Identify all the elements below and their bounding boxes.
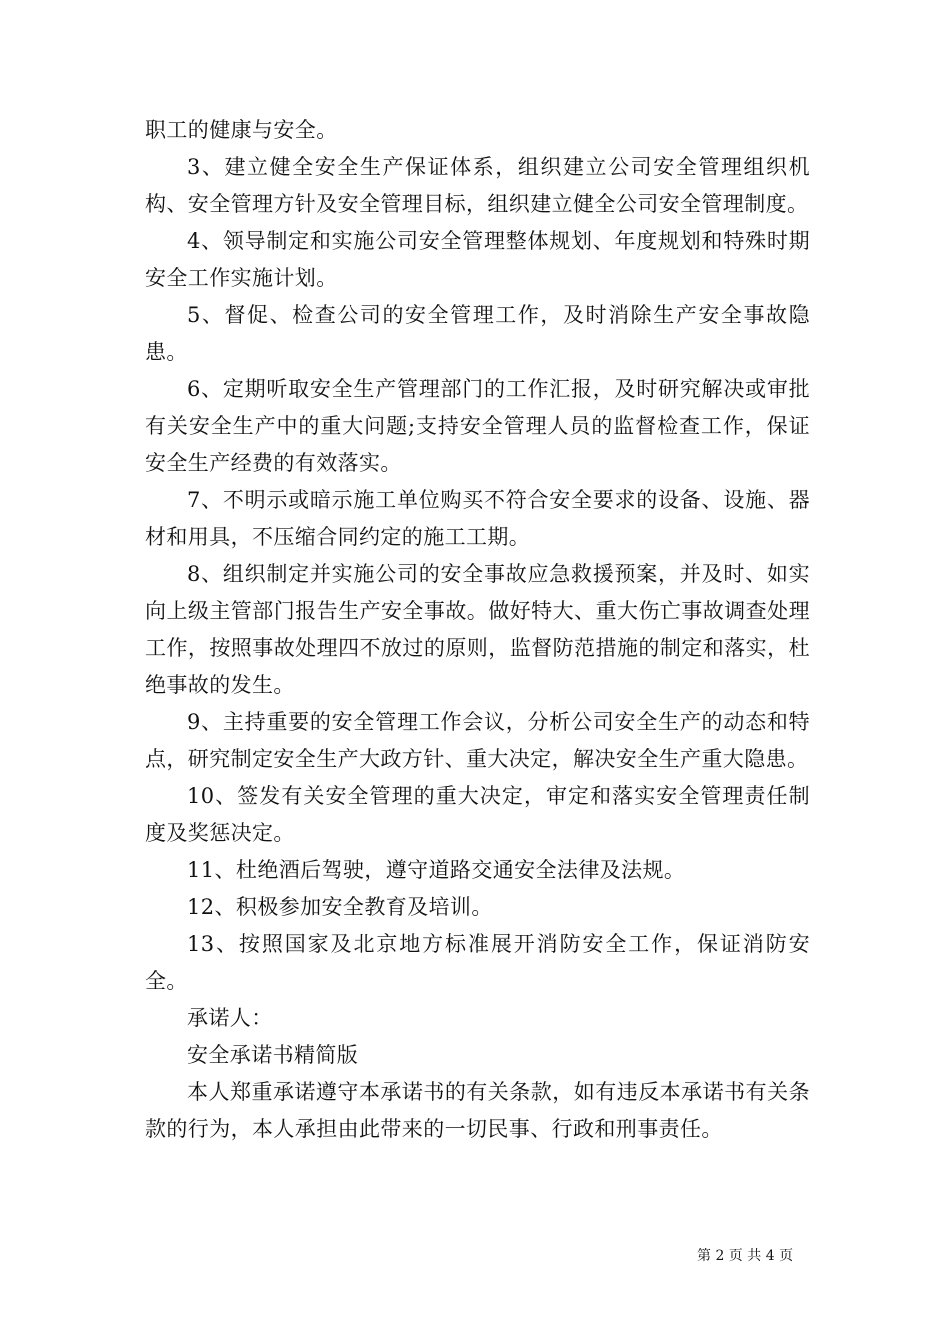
paragraph-10: 11、杜绝酒后驾驶，遵守道路交通安全法律及法规。	[187, 858, 686, 882]
paragraph-2: 3、建立健全安全生产保证体系，组织建立公司安全管理组织机构、安全管理方针及安全管理目标，组织建立健全公司安全管理制度。	[145, 155, 810, 216]
paragraph-12: 13、按照国家及北京地方标准展开消防安全工作，保证消防安全。	[145, 932, 810, 993]
paragraph-7: 8、组织制定并实施公司的安全事故应急救援预案，并及时、如实向上级主管部门报告生产安全事故。做好特大、重大伤亡事故调查处理工作，按照事故处理四不放过的原则，监督防范措施的制定和落实，杜绝事故的发生。	[145, 562, 810, 697]
paragraph-9: 10、签发有关安全管理的重大决定，审定和落实安全管理责任制度及奖惩决定。	[145, 784, 810, 845]
paragraph-5: 6、定期听取安全生产管理部门的工作汇报，及时研究解决或审批有关安全生产中的重大问题;支持安全管理人员的监督检查工作，保证安全生产经费的有效落实。	[145, 377, 810, 475]
paragraph-8: 9、主持重要的安全管理工作会议，分析公司安全生产的动态和特点，研究制定安全生产大政方针、重大决定，解决安全生产重大隐患。	[145, 710, 810, 771]
paragraph-15: 本人郑重承诺遵守本承诺书的有关条款，如有违反本承诺书有关条款的行为，本人承担由此带来的一切民事、行政和刑事责任。	[145, 1080, 810, 1141]
paragraph-4: 5、督促、检查公司的安全管理工作，及时消除生产安全事故隐患。	[145, 303, 810, 364]
document-body	[145, 112, 810, 1148]
section-heading: 安全承诺书精简版	[187, 1043, 359, 1067]
paragraph-3: 4、领导制定和实施公司安全管理整体规划、年度规划和特殊时期安全工作实施计划。	[145, 229, 810, 290]
paragraph-1: 职工的健康与安全。	[145, 118, 338, 142]
paragraph-6: 7、不明示或暗示施工单位购买不符合安全要求的设备、设施、器材和用具，不压缩合同约定的施工工期。	[145, 488, 810, 549]
paragraph-11: 12、积极参加安全教育及培训。	[187, 895, 493, 919]
page-number: 第 2 页 共 4 页	[697, 1248, 794, 1264]
signatory-label: 承诺人：	[187, 1006, 273, 1030]
